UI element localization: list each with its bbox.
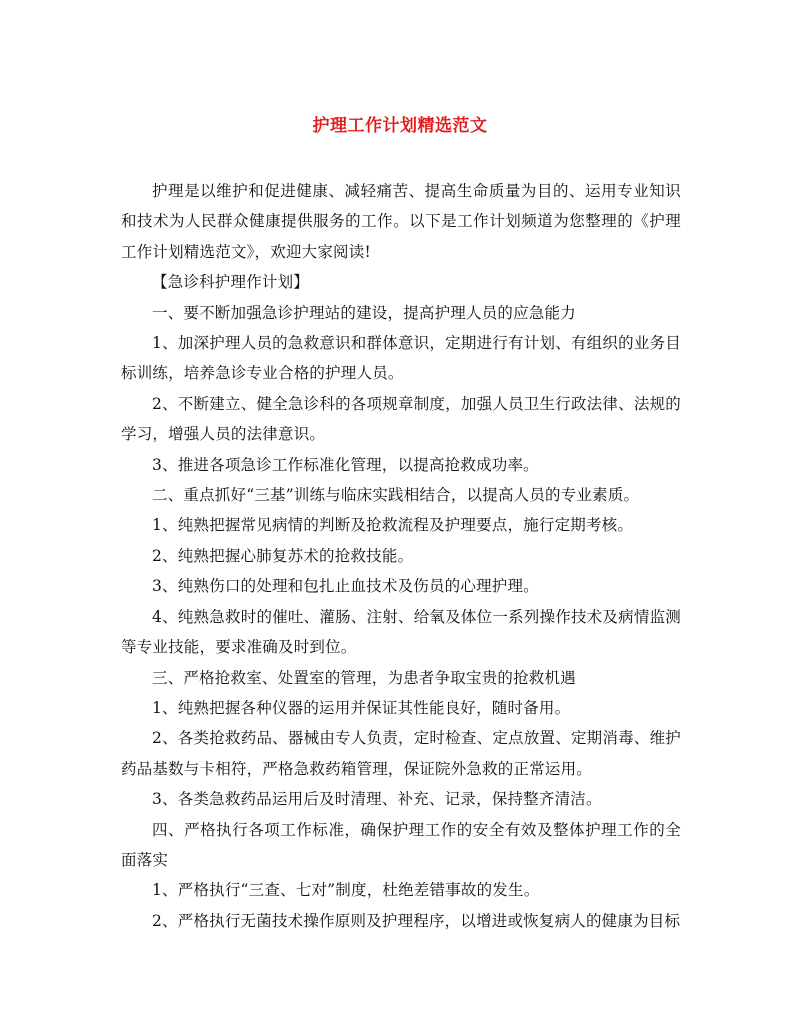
list-item: 1、严格执行“三查、七对”制度，杜绝差错事故的发生。	[152, 881, 540, 900]
list-item: 1、纯熟把握常见病情的判断及抢救流程及护理要点，施行定期考核。	[152, 516, 634, 535]
list-item: 3、推进各项急诊工作标准化管理，以提高抢救成功率。	[152, 455, 539, 474]
list-item: 3、纯熟伤口的处理和包扎止血技术及伤员的心理护理。	[152, 577, 539, 596]
document-body	[121, 176, 681, 936]
list-item: 2、不断建立、健全急诊科的各项规章制度，加强人员卫生行政法律、法规的学习，增强人员的法律意识。	[121, 394, 681, 444]
heading-part-1: 一、要不断加强急诊护理站的建设，提高护理人员的应急能力	[152, 303, 576, 322]
list-item: 3、各类急救药品运用后及时清理、补充、记录，保持整齐清洁。	[152, 790, 602, 809]
list-item: 2、纯熟把握心肺复苏术的抢救技能。	[152, 546, 414, 565]
heading-part-4: 四、严格执行各项工作标准，确保护理工作的安全有效及整体护理工作的全面落实	[121, 820, 681, 869]
list-item: 1、加深护理人员的急救意识和群体意识，定期进行有计划、有组织的业务目标训练，培养急诊专业合格的护理人员。	[121, 334, 681, 383]
list-item: 2、各类抢救药品、器械由专人负责，定时检查、定点放置、定期消毒、维护药品基数与卡相符，严格急救药箱管理，保证院外急救的正常运用。	[121, 729, 681, 778]
intro-paragraph: 护理是以维护和促进健康、减轻痛苦、提高生命质量为目的、运用专业知识和技术为人民群众健康提供服务的工作。以下是工作计划频道为您整理的《护理工作计划精选范文》，欢迎大家阅读!	[121, 182, 681, 261]
document-title: 护理工作计划精选范文	[312, 116, 488, 136]
heading-part-2: 二、重点抓好“三基”训练与临床实践相结合，以提高人员的专业素质。	[152, 486, 640, 505]
section-heading: 【急诊科护理作计划】	[152, 273, 310, 292]
list-item: 1、纯熟把握各种仪器的运用并保证其性能良好，随时备用。	[152, 698, 571, 717]
list-item: 2、严格执行无菌技术操作原则及护理程序，以增进或恢复病人的健康为目标	[152, 911, 681, 930]
heading-part-3: 三、严格抢救室、处置室的管理，为患者争取宝贵的抢救机遇	[152, 668, 576, 687]
list-item: 4、纯熟急救时的催吐、灌肠、注射、给氧及体位一系列操作技术及病情监测等专业技能，要求准确及时到位。	[121, 607, 681, 657]
